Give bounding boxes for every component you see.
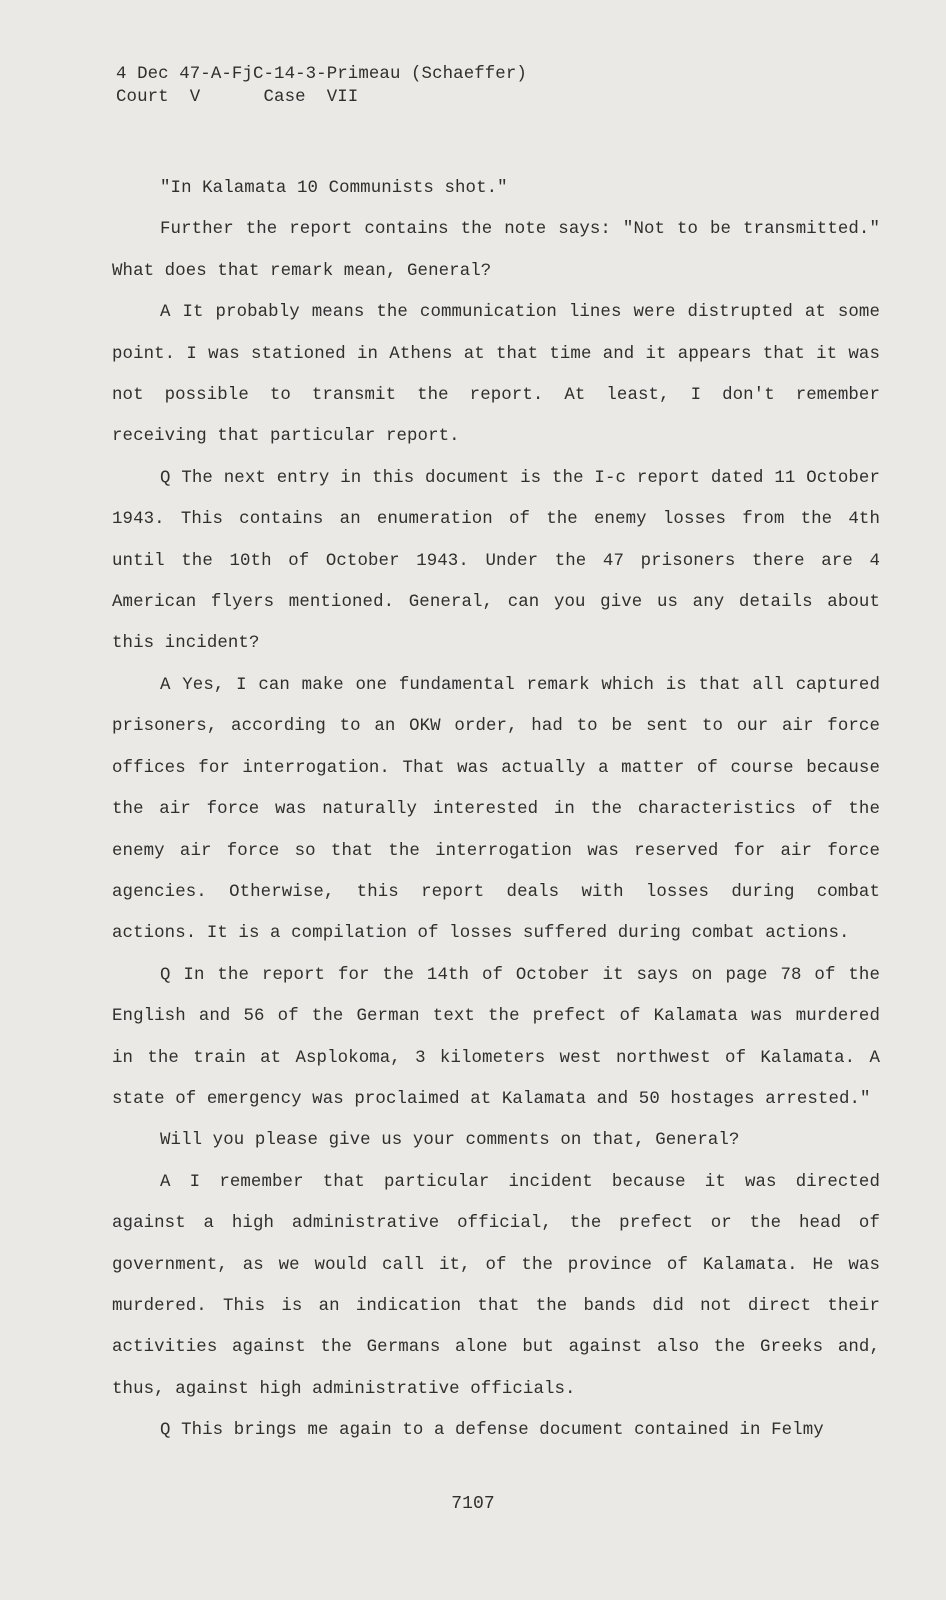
paragraph: A I remember that particular incident because it was directed against a high administrative official, the prefect or the head of government, as we would call it, of the province of Kalamata. He was murdered. This is an indication that the bands did not direct their activities against the Germans alone but against also the Greeks and, thus, against high administrative officials. xyxy=(112,1172,880,1399)
paragraph: Will you please give us your comments on that, General? xyxy=(160,1131,740,1151)
paragraph: A It probably means the communication lines were distrupted at some point. I was stationed in Athens at that time and it appears that it was not possible to transmit the report. At least, I don't remember receiving that particular report. xyxy=(112,303,880,447)
paragraph: A Yes, I can make one fundamental remark which is that all captured prisoners, according to an OKW order, had to be sent to our air force offices for interrogation. That was actually a matter of course because the air force was naturally interested in the characteristics of the enemy air force so that the interrogation was reserved for air force agencies. Otherwise, this report deals with losses during combat actions. It is a compilation of losses suffered during combat actions. xyxy=(112,675,880,944)
paragraph: Q The next entry in this document is the I-c report dated 11 October 1943. This contains an enumeration of the enemy losses from the 4th until the 10th of October 1943. Under the 47 prisoners there are 4 American flyers mentioned. General, can you give us any details about this incident? xyxy=(112,468,880,654)
paragraph: Further the report contains the note says: "Not to be transmitted." What does that remark mean, General? xyxy=(112,220,880,281)
page-number: 7107 xyxy=(451,1494,495,1514)
header-reference: 4 Dec 47-A-FjC-14-3-Primeau (Schaeffer) xyxy=(116,65,527,84)
paragraph: Q In the report for the 14th of October it says on page 78 of the English and 56 of the German text the prefect of Kalamata was murdered in the train at Asplokoma, 3 kilometers west northwest of Kalamata. A state of emergency was proclaimed at Kalamata and 50 hostages arrested." xyxy=(112,965,880,1109)
transcript-body xyxy=(112,168,880,1452)
paragraph: Q This brings me again to a defense document contained in Felmy xyxy=(160,1421,824,1441)
paragraph: "In Kalamata 10 Communists shot." xyxy=(160,179,508,198)
header-court-case: Court V Case VII xyxy=(116,88,359,107)
